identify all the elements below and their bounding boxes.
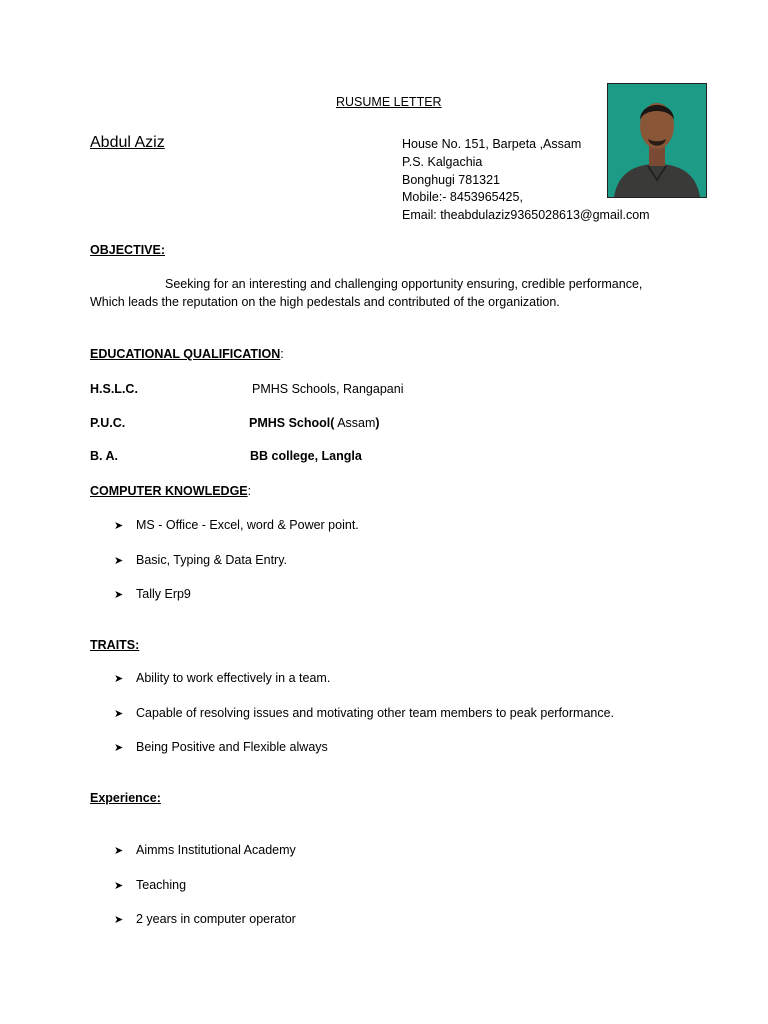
list-item-text: MS - Office - Excel, word & Power point. <box>136 518 359 532</box>
edu-level-ba: B. A. <box>90 449 119 463</box>
list-item-text: Tally Erp9 <box>136 587 191 601</box>
arrow-bullet-icon: ➤ <box>114 673 124 685</box>
objective-text-line-2: Which leads the reputation on the high pedestals and contributed of the organization. <box>90 295 560 309</box>
list-item-text: Aimms Institutional Academy <box>136 843 296 857</box>
list-item-text: Capable of resolving issues and motivating other team members to peak performance. <box>136 706 615 720</box>
list-item <box>114 912 296 926</box>
list-item <box>114 706 614 720</box>
list-item <box>114 878 186 892</box>
computer-colon: : <box>247 484 252 498</box>
edu-school-hslc: PMHS Schools, Rangapani <box>252 382 404 396</box>
person-portrait-icon <box>608 84 706 197</box>
computer-heading-row <box>90 484 251 498</box>
applicant-name: Abdul Aziz <box>90 134 165 151</box>
arrow-bullet-icon: ➤ <box>114 520 124 532</box>
profile-photo <box>607 83 707 198</box>
edu-school-puc-place: Assam <box>334 416 376 430</box>
computer-heading: COMPUTER KNOWLEDGE <box>90 484 248 498</box>
list-item-text: Teaching <box>136 878 187 892</box>
edu-school-puc <box>249 416 380 430</box>
edu-school-ba: BB college, Langla <box>250 449 362 463</box>
mobile-number: Mobile:- 8453965425, <box>402 190 523 204</box>
objective-text-line-1: Seeking for an interesting and challenging opportunity ensuring, credible performance, <box>165 277 643 291</box>
education-heading-row <box>90 347 284 361</box>
arrow-bullet-icon: ➤ <box>114 845 124 857</box>
arrow-bullet-icon: ➤ <box>114 880 124 892</box>
education-heading: EDUCATIONAL QUALIFICATION <box>90 347 281 361</box>
edu-school-puc-close: ) <box>375 416 380 430</box>
list-item <box>114 587 191 601</box>
edu-level-hslc: H.S.L.C. <box>90 382 138 396</box>
page-title: RUSUME LETTER <box>336 95 442 109</box>
education-colon: : <box>280 347 284 361</box>
list-item <box>114 740 328 754</box>
list-item <box>114 553 287 567</box>
edu-school-puc-name: PMHS School( <box>249 416 335 430</box>
arrow-bullet-icon: ➤ <box>114 708 124 720</box>
arrow-bullet-icon: ➤ <box>114 555 124 567</box>
list-item <box>114 671 330 685</box>
list-item <box>114 518 359 532</box>
arrow-bullet-icon: ➤ <box>114 914 124 926</box>
list-item-text: 2 years in computer operator <box>136 912 296 926</box>
email-address: Email: theabdulaziz9365028613@gmail.com <box>402 208 650 222</box>
address-line-1: House No. 151, Barpeta ,Assam <box>402 137 582 151</box>
list-item-text: Basic, Typing & Data Entry. <box>136 553 287 567</box>
arrow-bullet-icon: ➤ <box>114 589 124 601</box>
traits-heading: TRAITS: <box>90 638 140 652</box>
edu-level-puc: P.U.C. <box>90 416 126 430</box>
experience-heading: Experience: <box>90 791 161 805</box>
list-item-text: Being Positive and Flexible always <box>136 740 328 754</box>
address-line-3: Bonghugi 781321 <box>402 173 501 187</box>
objective-heading: OBJECTIVE: <box>90 243 166 257</box>
list-item <box>114 843 296 857</box>
address-line-2: P.S. Kalgachia <box>402 155 483 169</box>
list-item-text: Ability to work effectively in a team. <box>136 671 331 685</box>
arrow-bullet-icon: ➤ <box>114 742 124 754</box>
